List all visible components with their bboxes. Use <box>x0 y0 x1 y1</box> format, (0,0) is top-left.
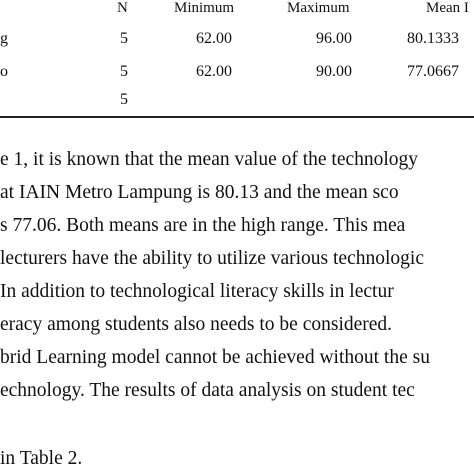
row1-label: g <box>0 30 8 47</box>
row1-maximum: 96.00 <box>316 30 352 47</box>
paragraph-line-8: echnology. The results of data analysis on student tec <box>0 380 415 401</box>
row2-label: o <box>0 63 8 80</box>
paragraph-line-7: brid Learning model cannot be achieved without the su <box>0 347 430 368</box>
row1-mean: 80.1333 <box>407 30 459 47</box>
row3-n: 5 <box>120 91 128 108</box>
row2-mean: 77.0667 <box>407 63 459 80</box>
header-maximum: Maximum <box>287 0 350 16</box>
row1-n: 5 <box>120 30 128 47</box>
row2-minimum: 62.00 <box>196 63 232 80</box>
header-mean: Mean I <box>426 0 469 16</box>
paragraph-line-4: lecturers have the ability to utilize various technologic <box>0 248 424 269</box>
table-bottom-rule <box>0 116 474 118</box>
paragraph-line-3: s 77.06. Both means are in the high range. This mea <box>0 215 406 236</box>
paragraph-line-6: eracy among students also needs to be considered. <box>0 314 393 335</box>
descriptive-statistics-table <box>0 0 474 118</box>
row2-n: 5 <box>120 63 128 80</box>
paragraph-line-1: e 1, it is known that the mean value of the technology <box>0 149 419 170</box>
row1-minimum: 62.00 <box>196 30 232 47</box>
paragraph-line-5: In addition to technological literacy skills in lectur <box>0 281 394 302</box>
header-minimum: Minimum <box>174 0 235 16</box>
paragraph-line-2: at IAIN Metro Lampung is 80.13 and the mean sco <box>0 182 399 203</box>
row2-maximum: 90.00 <box>316 63 352 80</box>
paragraph-line-9: in Table 2. <box>0 448 83 469</box>
header-n: N <box>117 0 128 16</box>
